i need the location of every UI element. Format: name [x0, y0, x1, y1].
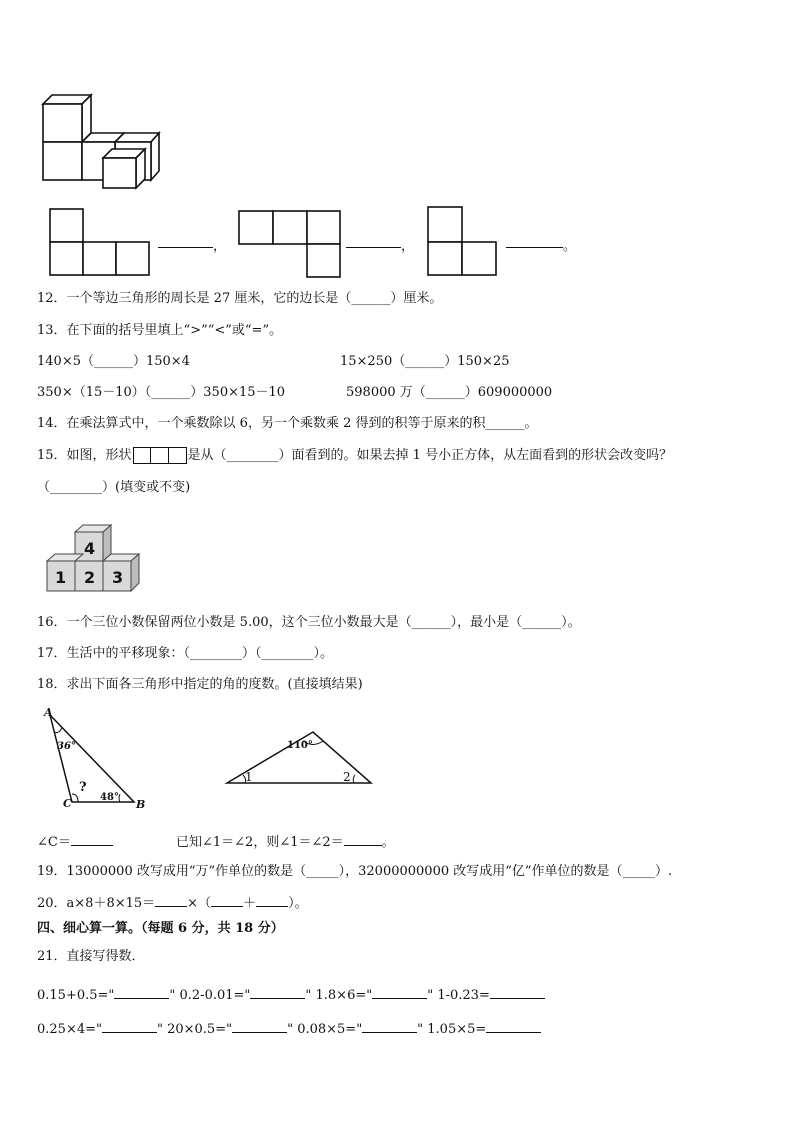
calc-1-1: 0.15+0.5=": [37, 988, 115, 1003]
q20-part-c: ＋: [243, 896, 257, 911]
vertex-c: C: [63, 797, 72, 810]
angle-2-label: 2: [343, 770, 351, 784]
calc-blank[interactable]: [102, 1020, 157, 1033]
angle-1-label: 1: [245, 770, 253, 784]
question-12: 12．一个等边三角形的周长是 27 厘米，它的边长是（______）厘米。: [37, 291, 443, 306]
top-angle-label: 110°: [287, 740, 313, 751]
angle-12-end: 。: [381, 835, 395, 850]
calc-2-2: " 20×0.5=": [156, 1022, 233, 1037]
separator: ，: [401, 239, 415, 254]
view-shape-2: [238, 210, 343, 280]
calc-2-4: " 1.05×5=: [417, 1022, 487, 1037]
view-shape-3: [427, 206, 499, 278]
calc-row-1: [37, 986, 545, 1005]
calc-blank[interactable]: [362, 1020, 417, 1033]
question-14: 14．在乘法算式中，一个乘数除以 6，另一个乘数乘 2 得到的积等于原来的积______。: [37, 416, 538, 431]
angle-a-label: 36°: [57, 741, 76, 752]
calc-blank[interactable]: [486, 1020, 541, 1033]
separator: ，: [213, 239, 227, 254]
question-16: 16．一个三位小数保留两位小数是 5.00，这个三位小数最大是（______），最小是（______）。: [37, 615, 581, 630]
question-19: 19．13000000 改写成用“万”作单位的数是（_____），32000000000 改写成用“亿”作单位的数是（_____）.: [37, 864, 673, 879]
angle-12-blank[interactable]: [344, 833, 382, 846]
question-17: 17．生活中的平移现象：（________）（________）。: [37, 646, 334, 661]
cube-label-2: 2: [84, 568, 96, 587]
q20-blank-1[interactable]: [155, 894, 187, 907]
question-18-title: 18．求出下面各三角形中指定的角的度数。(直接填结果): [37, 677, 363, 692]
calc-blank[interactable]: [372, 986, 427, 999]
angle-c-label: ∠C＝: [37, 835, 71, 850]
calc-blank[interactable]: [490, 986, 545, 999]
question-15-line2: （________）(填变或不变): [37, 480, 191, 495]
question-20: [37, 894, 308, 913]
view-answer-blank-2[interactable]: [346, 233, 401, 248]
vertex-b: B: [136, 798, 146, 811]
unknown-angle-label: ?: [79, 780, 87, 795]
q20-part-d: ）。: [288, 896, 308, 911]
calc-blank[interactable]: [232, 1020, 287, 1033]
question-13-a: 140×5（______）150×4: [37, 354, 190, 369]
calc-blank[interactable]: [114, 986, 169, 999]
question-15-suffix: 是从（________）面看到的。如果去掉 1 号小正方体，从左面看到的形状会改变吗？: [187, 448, 673, 463]
section-4-heading: 四、细心算一算。（每题 6 分，共 18 分）: [37, 921, 284, 936]
calc-blank[interactable]: [250, 986, 305, 999]
cube-label-3: 3: [112, 568, 124, 587]
cube-stack-figure: [40, 92, 165, 192]
angle-12-answer: [176, 833, 395, 852]
calc-1-2: " 0.2-0.01=": [169, 988, 251, 1003]
calc-1-3: " 1.8×6=": [305, 988, 373, 1003]
question-13-c: 350×（15－10）（______）350×15－10: [37, 385, 286, 400]
separator: 。: [563, 239, 577, 254]
cube-label-1: 1: [55, 568, 67, 587]
angle-b-label: 48°: [100, 792, 119, 803]
question-13-b: 15×250（______）150×25: [340, 354, 510, 369]
q20-blank-2[interactable]: [211, 894, 243, 907]
question-21-title: 21．直接写得数．: [37, 949, 145, 964]
triangle-abc: [40, 712, 150, 812]
view-shape-1: [49, 208, 154, 278]
q20-part-a: 20．a×8＋8×15＝: [37, 896, 156, 911]
cube-label-4: 4: [84, 539, 96, 558]
view-answer-blank-1[interactable]: [158, 233, 213, 248]
question-13-d: 598000 万（______）609000000: [346, 385, 553, 400]
question-15-prefix: 15．如图，形状: [37, 448, 132, 463]
angle-12-label: 已知∠1＝∠2，则∠1＝∠2＝: [176, 835, 344, 850]
angle-c-blank[interactable]: [71, 833, 113, 846]
question-13-title: 13．在下面的括号里填上“>”“<”或“=”。: [37, 323, 283, 338]
q20-blank-3[interactable]: [256, 894, 288, 907]
angle-c-answer: [37, 833, 113, 852]
view-answer-blank-3[interactable]: [506, 233, 563, 248]
question-15-line1: [37, 447, 672, 465]
vertex-a: A: [44, 706, 53, 719]
calc-row-2: [37, 1020, 541, 1039]
three-square-shape: [133, 447, 187, 464]
calc-1-4: " 1-0.23=: [427, 988, 490, 1003]
calc-2-3: " 0.08×5=": [287, 1022, 363, 1037]
calc-2-1: 0.25×4=": [37, 1022, 102, 1037]
q20-part-b: ×（: [187, 896, 212, 911]
